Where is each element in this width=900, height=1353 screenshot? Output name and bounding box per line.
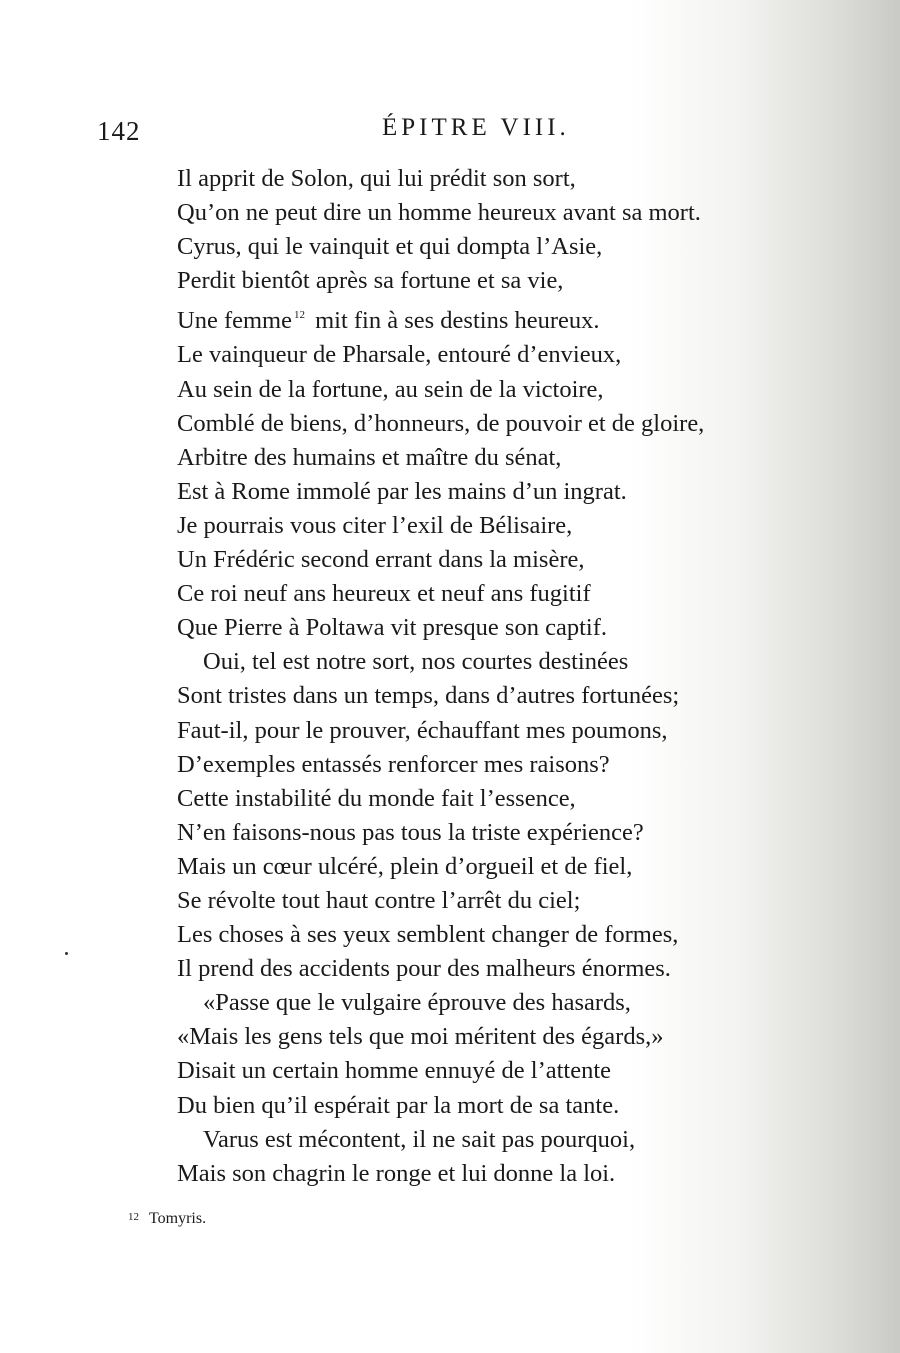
footnote-number: 12 bbox=[128, 1211, 139, 1223]
verse-line-text: Sont tristes dans un temps, dans d’autres fortunées; bbox=[177, 682, 680, 710]
verse-line bbox=[177, 816, 817, 850]
verse-line-text: Un Frédéric second errant dans la misère, bbox=[177, 546, 585, 574]
verse-line-text: Le vainqueur de Pharsale, entouré d’envieux, bbox=[177, 341, 622, 369]
verse-line-text: Cyrus, qui le vainquit et qui dompta l’Asie, bbox=[177, 233, 603, 261]
verse-line-text: Les choses à ses yeux semblent changer de formes, bbox=[177, 921, 679, 949]
verse-line-text: Ce roi neuf ans heureux et neuf ans fugitif bbox=[177, 580, 591, 608]
verse-line-text: Comblé de biens, d’honneurs, de pouvoir et de gloire, bbox=[177, 409, 705, 437]
footnote-reference: 12 bbox=[293, 309, 305, 322]
verse-line bbox=[177, 264, 817, 298]
verse-line bbox=[177, 645, 817, 679]
verse-line bbox=[177, 986, 817, 1020]
verse-line-text: N’en faisons-nous pas tous la triste expérience? bbox=[177, 818, 644, 846]
verse-line-text: Du bien qu’il espérait par la mort de sa tante. bbox=[177, 1091, 620, 1119]
verse-line bbox=[177, 1123, 817, 1157]
running-head: ÉPITRE VIII. bbox=[382, 114, 570, 141]
verse-line bbox=[177, 918, 817, 952]
page-number: 142 bbox=[97, 116, 141, 146]
verse-line bbox=[177, 884, 817, 918]
verse-line bbox=[177, 373, 817, 407]
verse-line bbox=[177, 850, 817, 884]
verse-line bbox=[177, 196, 817, 230]
verse-line-text: Arbitre des humains et maître du sénat, bbox=[177, 443, 562, 471]
verse-line bbox=[177, 1054, 817, 1088]
verse-line bbox=[177, 441, 817, 475]
verse-line bbox=[177, 543, 817, 577]
verse-line-text: Varus est mécontent, il ne sait pas pourquoi, bbox=[203, 1125, 636, 1153]
verse-line-text: Je pourrais vous citer l’exil de Bélisaire, bbox=[177, 511, 573, 539]
verse-line-text: Perdit bientôt après sa fortune et sa vie, bbox=[177, 267, 564, 295]
verse-line bbox=[177, 611, 817, 645]
verse-line-text: Qu’on ne peut dire un homme heureux avant sa mort. bbox=[177, 199, 701, 227]
verse-line-text: Faut-il, pour le prouver, échauffant mes poumons, bbox=[177, 716, 668, 744]
verse-line-text: Mais son chagrin le ronge et lui donne la loi. bbox=[177, 1159, 616, 1187]
verse-line-text: D’exemples entassés renforcer mes raisons? bbox=[177, 750, 610, 778]
verse-block bbox=[177, 162, 817, 1191]
verse-line bbox=[177, 1157, 817, 1191]
verse-line-text: «Mais les gens tels que moi méritent des égards,» bbox=[177, 1023, 664, 1051]
verse-line-text: Il prend des accidents pour des malheurs énormes. bbox=[177, 955, 671, 983]
verse-line bbox=[177, 475, 817, 509]
verse-line bbox=[177, 298, 817, 338]
verse-line-text: Mais un cœur ulcéré, plein d’orgueil et de fiel, bbox=[177, 852, 633, 880]
verse-line bbox=[177, 952, 817, 986]
verse-line bbox=[177, 230, 817, 264]
verse-line bbox=[177, 577, 817, 611]
verse-line bbox=[177, 748, 817, 782]
verse-line bbox=[177, 162, 817, 196]
verse-line-text: Que Pierre à Poltawa vit presque son captif. bbox=[177, 614, 607, 642]
verse-line-text: Oui, tel est notre sort, nos courtes destinées bbox=[203, 648, 629, 676]
verse-line-text: Disait un certain homme ennuyé de l’attente bbox=[177, 1057, 612, 1085]
verse-line-text: Cette instabilité du monde fait l’essence, bbox=[177, 784, 576, 812]
verse-line bbox=[177, 1089, 817, 1123]
verse-line bbox=[177, 714, 817, 748]
verse-line bbox=[177, 509, 817, 543]
verse-line-text: Au sein de la fortune, au sein de la victoire, bbox=[177, 375, 604, 403]
verse-line bbox=[177, 338, 817, 372]
verse-line-text: «Passe que le vulgaire éprouve des hasards, bbox=[203, 989, 631, 1017]
footnote bbox=[128, 1210, 206, 1228]
verse-line-text: Se révolte tout haut contre l’arrêt du ciel; bbox=[177, 886, 581, 914]
verse-line-text-continued: mit fin à ses destins heureux. bbox=[308, 307, 600, 335]
verse-line-text: Une femme bbox=[177, 307, 292, 335]
ink-speck bbox=[65, 952, 68, 955]
verse-line bbox=[177, 782, 817, 816]
verse-line bbox=[177, 679, 817, 713]
verse-line-text: Il apprit de Solon, qui lui prédit son sort, bbox=[177, 165, 576, 192]
footnote-text: Tomyris. bbox=[149, 1210, 207, 1227]
verse-line bbox=[177, 1020, 817, 1054]
verse-line bbox=[177, 407, 817, 441]
verse-line-text: Est à Rome immolé par les mains d’un ingrat. bbox=[177, 477, 627, 505]
